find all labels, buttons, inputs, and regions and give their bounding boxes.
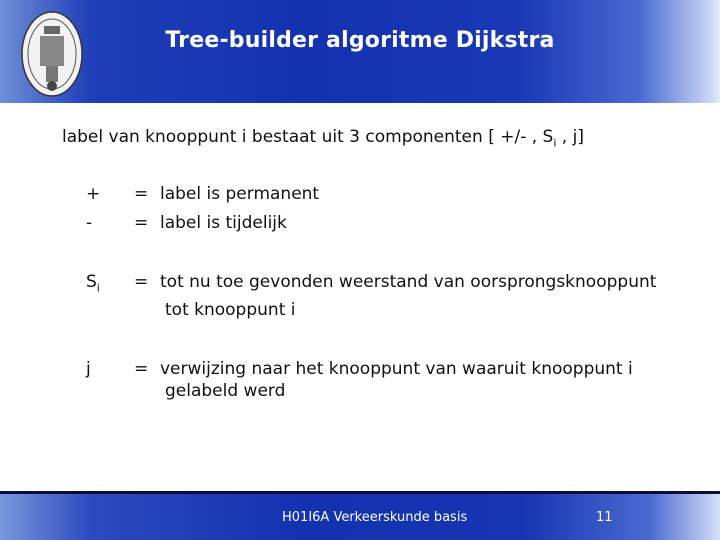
definition-text: label is tijdelijk: [160, 213, 287, 233]
university-seal-icon: [20, 10, 84, 98]
definition-symbol: +: [86, 184, 101, 204]
definition-symbol: j: [86, 359, 91, 379]
page-title: Tree-builder algoritme Dijkstra: [165, 28, 555, 53]
definition-text-continued: gelabeld werd: [165, 381, 286, 401]
footer-divider: [0, 491, 720, 494]
equals-sign: =: [134, 184, 149, 204]
equals-sign: =: [134, 272, 149, 292]
intro-text: label van knooppunt i bestaat uit 3 componenten [ +/- , $S_i$ , j]: [62, 127, 584, 150]
footer-course-label: H01I6A Verkeerskunde basis: [282, 510, 468, 525]
definition-symbol: -: [86, 213, 93, 233]
definition-text: label is permanent: [160, 184, 320, 204]
definition-text: tot nu toe gevonden weerstand van oorsprongsknooppunt: [160, 272, 657, 292]
equals-sign: =: [134, 213, 149, 233]
equals-sign: =: [134, 359, 149, 379]
definition-text: verwijzing naar het knooppunt van waaruit knooppunt i: [160, 359, 633, 379]
definition-symbol: $S_i$: [86, 272, 100, 295]
page-number: 11: [596, 510, 613, 525]
definition-text-continued: tot knooppunt i: [165, 300, 296, 320]
